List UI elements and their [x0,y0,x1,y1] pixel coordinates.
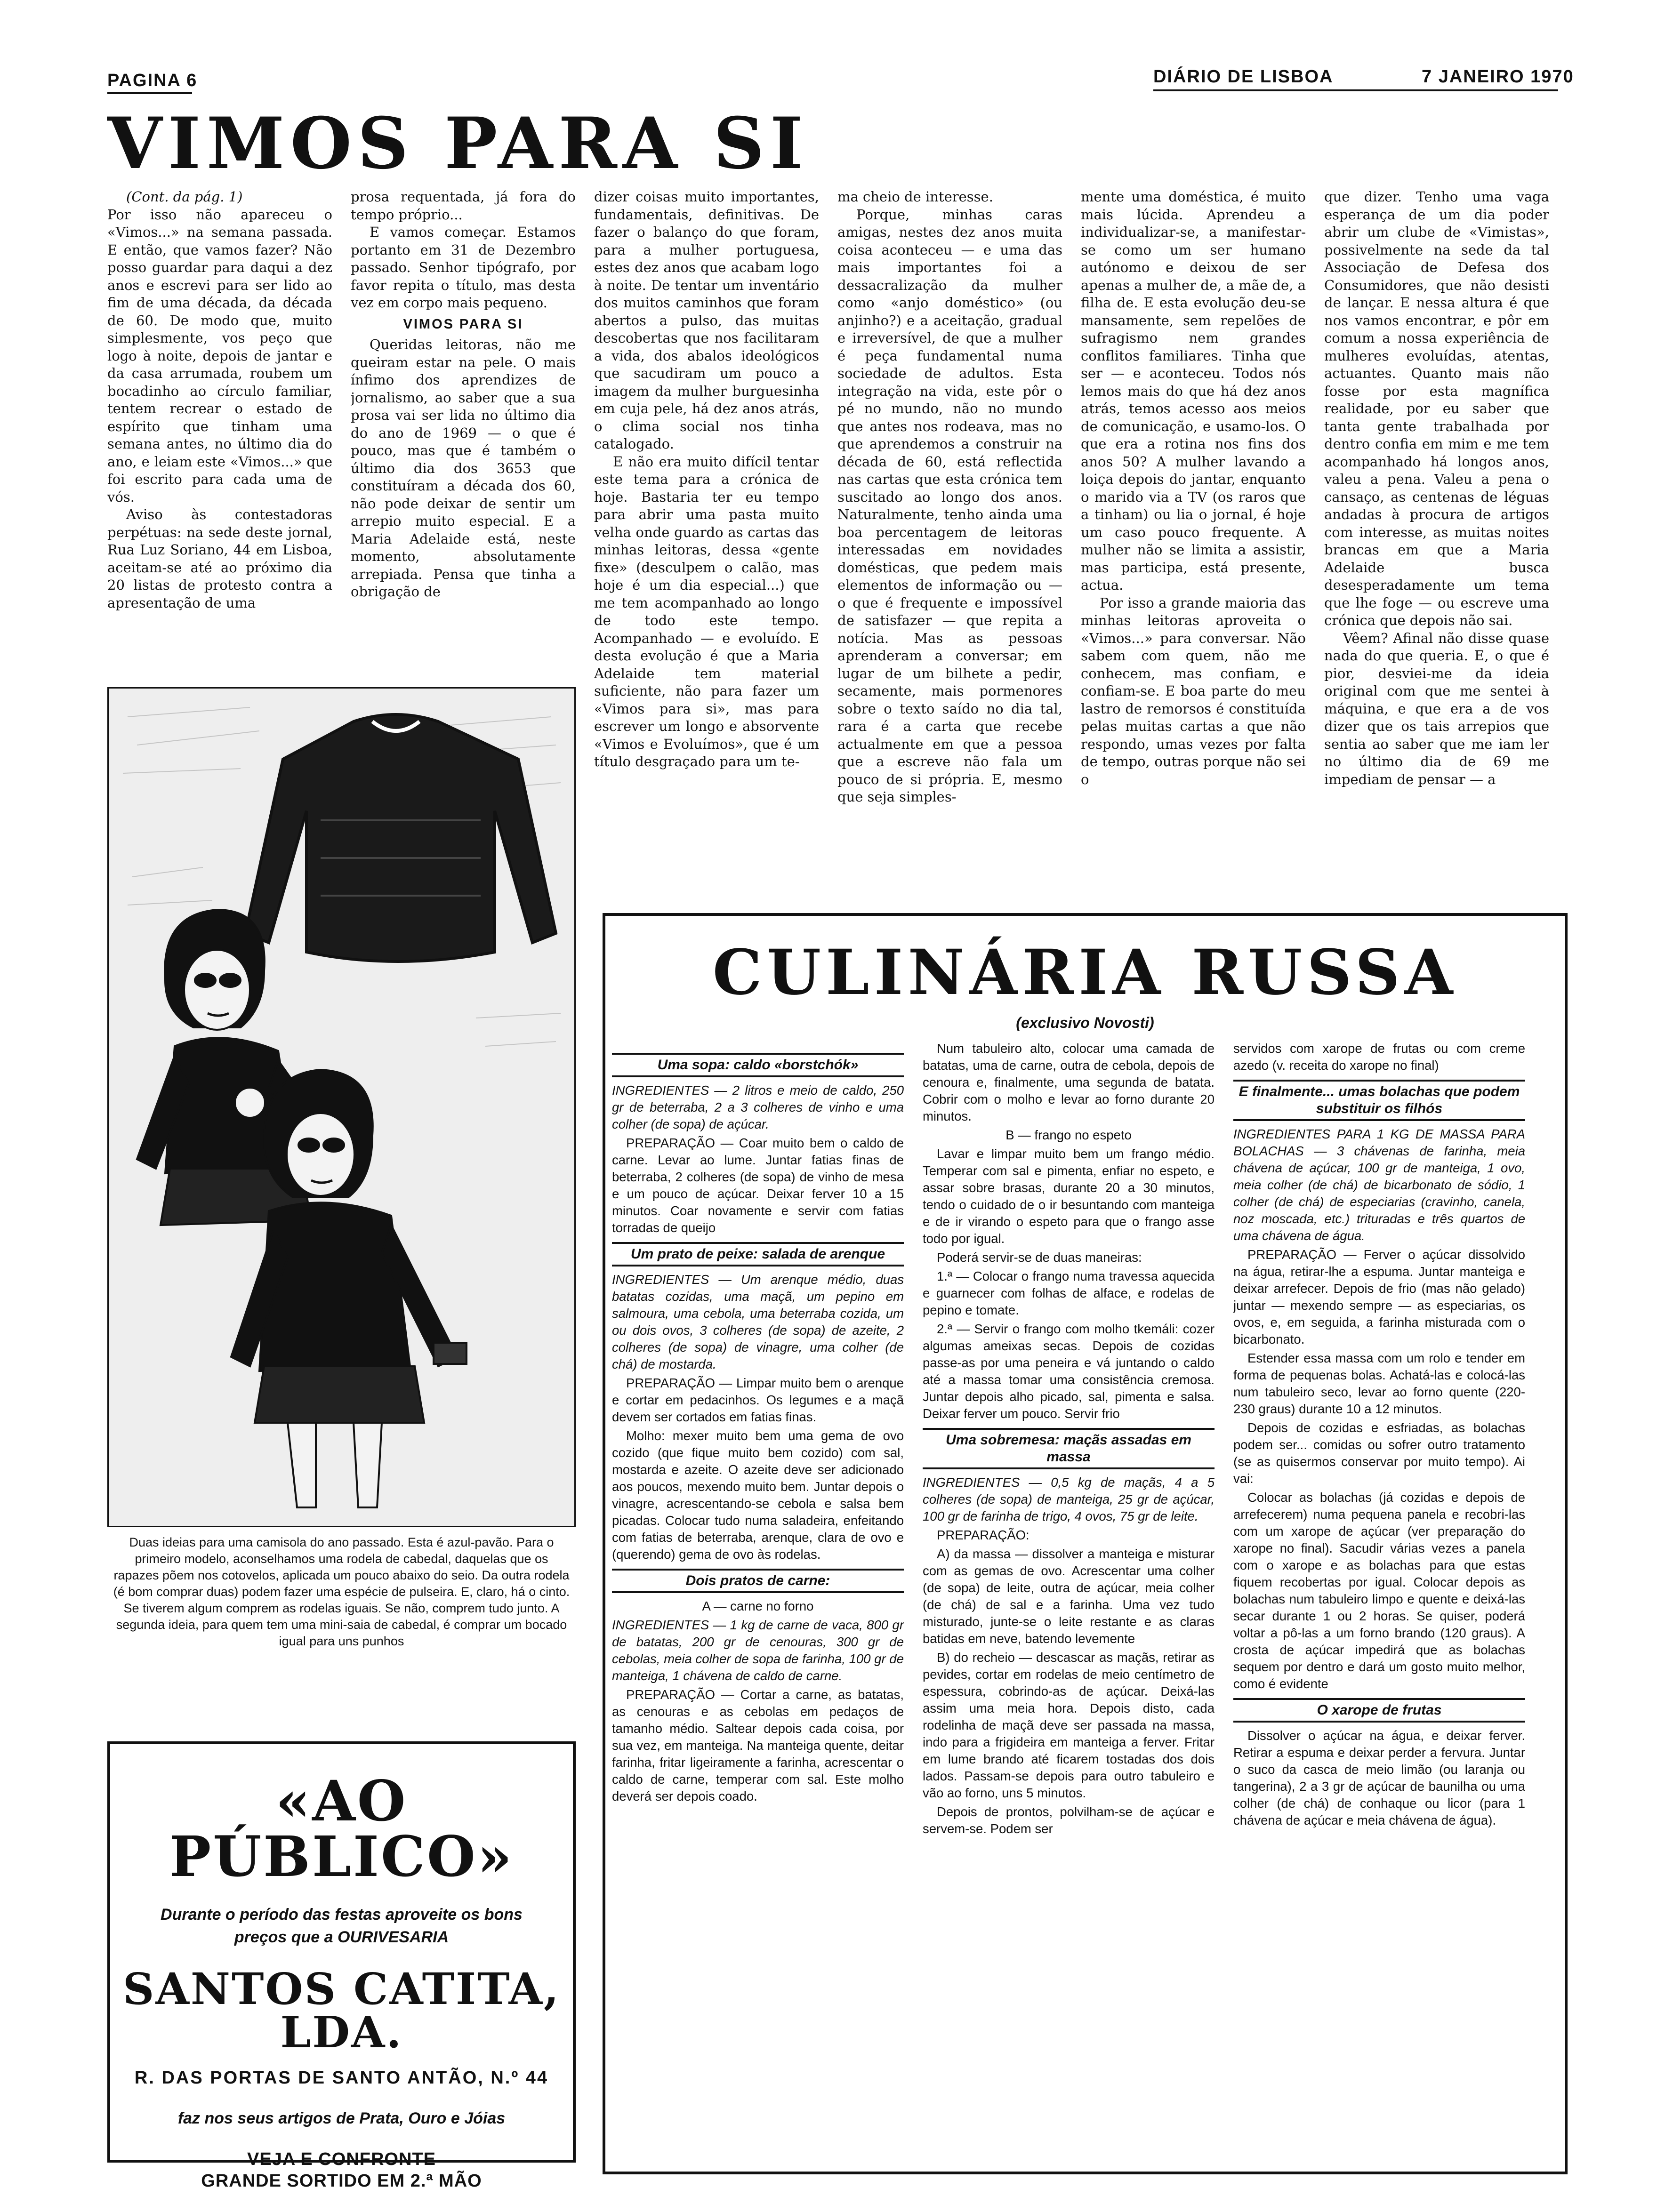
issue-date: 7 JANEIRO 1970 [1422,67,1574,87]
recipe-paragraph: PREPARAÇÃO — Coar muito bem o caldo de carne. Levar ao lume. Juntar fatias finas de beterraba, 2 colheres (de sopa) de vinho de mesa e um pouco de açúcar. Deixar ferver 10 a 15 minutos. Coar novamente e servir com fatias torradas de queijo [612,1136,904,1235]
newspaper-name: DIÁRIO DE LISBOA [1153,67,1334,87]
recipe-column-1 [612,1047,904,2167]
recipe-heading: Dois pratos de carne: [612,1569,904,1593]
recipe-ingredients: INGREDIENTES PARA 1 KG DE MASSA PARA BOLACHAS — 3 chávenas de farinha, meia chávena de açúcar, 100 gr de manteiga, 1 ovo, meia colher (de chá) de bicarbonato de sódio, 1 colher (de chá) de especiarias (cravinho, canela, noz moscada, etc.) trituradas e três quartos de uma chávena de água. [1233,1127,1525,1243]
ad-line-4: VEJA E CONFRONTE [247,2149,436,2169]
ad-line-5: GRANDE SORTIDO EM 2.ª MÃO [201,2171,482,2191]
page-number-underline [107,92,192,94]
article-paragraph: ma cheio de interesse. [837,189,993,205]
article-paragraph: Aviso às contestadoras perpétuas: na sede deste jornal, Rua Luz Soriano, 44 em Lisboa, aceitam-se até ao próximo dia 20 listas de protesto contra a apresentação de uma [107,506,332,611]
recipe-paragraph: PREPARAÇÃO: [937,1528,1030,1542]
article-paragraph: Porque, minhas caras amigas, nestes dez anos muita coisa aconteceu — e uma das mais importantes foi a dessacralização da mulher como «anjo doméstico» (ou anjinho?) e a aceitação, gradual e irreversível, de que a mulher é peça fundamental numa sociedade de adultos. Esta integração na vida, este pôr o pé no mundo, não no mundo que antes nos rodeava, mas no que aprendemos a construir na década de 60, está reflectida nas cartas que esta crónica tem suscitado ao longo dos anos. Naturalmente, tenho ainda uma boa percentagem de leitoras interessadas em novidades domésticas, que pedem mais elementos de informação ou — o que é frequente e impossível de satisfazer — que repita a notícia. Mas as pessoas aprenderam a conversar; em lugar de um bilhete a pedir, secamente, mais pormenores sobre o texto saído no dia tal, rara é a carta que recebe actualmente em que a pessoa que a escreve não fala um pouco de si própria. E, mesmo que seja simples- [837,206,1062,805]
recipe-paragraph: Dissolver o açúcar na água, e deixar ferver. Retirar a espuma e deixar perder a fervura. Juntar o suco da casca de meio limão (ou laranja ou tangerina), 2 a 3 gr de açúcar de baunilha ou uma colher (de chá) de conhaque ou licor (para 1 chávena de açúcar e meia chávena de água). [1233,1728,1525,1827]
recipe-paragraph: Colocar as bolachas (já cozidas e depois de arrefecerem) numa pequena panela e recobri-las com um xarope de açúcar (ver preparação do xarope no final). Sacudir várias vezes a panela com o xarope e as bolachas para que estas fiquem recobertas por igual. Colocar depois as bolachas num tabuleiro limpo e quente e deixá-las secar durante 1 ou 2 horas. Se quiser, poderá voltar a pô-las a um forno brando (120 graus). A crosta de açúcar impedirá que as bolachas sequem por dentro e dará um gosto muito melhor, como é evidente [1233,1490,1525,1691]
article-paragraph: E vamos começar. Estamos portanto em 31 de Dezembro passado. Senhor tipógrafo, por favor repita o título, mas desta vez em corpo mais pequeno. [351,224,576,311]
recipe-paragraph: PREPARAÇÃO — Cortar a carne, as batatas, as cenouras e as cebolas em pedaços de tamanho médio. Saltear depois cada coisa, por sua vez, em manteiga. Na manteiga quente, deitar farinha, fritar ligeiramente a farinha, acrescentar o caldo de carne, temperar com sal. Este molho deverá ser depois coado. [612,1687,904,1803]
recipe-paragraph: Molho: mexer muito bem uma gema de ovo cozido (que fique muito bem cozido) com sal, mostarda e azeite. O azeite deve ser adicionado aos poucos, mexendo muito bem. Juntar depois o vinagre, acrescentando-se cebola e salsa bem picadas. Colocar tudo numa saladeira, enfeitando com fatias de beterraba, arenque, clara de ovo e (querendo) gema de ovo às rodelas. [612,1428,904,1562]
article-headline: VIMOS PARA SI [107,102,809,185]
recipe-paragraph: PREPARAÇÃO — Limpar muito bem o arenque e cortar em pedacinhos. Os legumes e a maçã devem ser cortados em fatias finas. [612,1376,904,1424]
recipe-paragraph: Estender essa massa com um rolo e tender em forma de pequenas bolas. Achatá-las e colocá-las num tabuleiro seco, levar ao forno quente (220-230 graus) durante 10 a 12 minutos. [1233,1351,1525,1416]
recipe-paragraph: Depois de cozidas e esfriadas, as bolachas podem ser... comidas ou sofrer outro tratamento (se as quisermos conservar por muito tempo). Ai vai: [1233,1420,1525,1486]
article-column-1 [107,188,332,664]
recipe-paragraph: 1.ª — Colocar o frango numa travessa aquecida e guarnecer com folhas de alface, e rodelas de pepino e tomate. [923,1269,1215,1317]
recipe-column-2 [923,1040,1215,2160]
article-column-6 [1324,188,1549,904]
recipe-paragraph: servidos com xarope de frutas ou com creme azedo (v. receita do xarope no final) [1233,1041,1525,1073]
recipe-heading: E finalmente... umas bolachas que podem substituir os filhós [1233,1080,1525,1121]
recipe-heading: O xarope de frutas [1233,1698,1525,1723]
recipe-paragraph: A) da massa — dissolver a manteiga e misturar com as gemas de ovo. Acrescentar uma colher (de sopa) de leite, outra de açúcar, meia colher (de chá) de sal e a farinha. Uma vez tudo misturado, junte-se o leite restante e as claras batidas em neve, batendo levemente [923,1547,1215,1646]
recipe-paragraph: Num tabuleiro alto, colocar uma camada de batatas, uma de carne, outra de cebola, depois de cenoura e, finalmente, uma segunda de batata. Cobrir com o molho e levar ao forno durante 20 minutos. [923,1041,1215,1123]
recipe-heading: Uma sobremesa: maçãs assadas em massa [923,1428,1215,1469]
recipe-paragraph: 2.ª — Servir o frango com molho tkemáli: cozer algumas ameixas secas. Depois de cozidas passe-as por uma peneira e vá juntando o caldo até a massa tomar uma consistência cremosa. Juntar depois alho picado, sal, pimenta e salsa. Deixar ferver um pouco. Servir frio [923,1322,1215,1421]
recipes-title: CULINÁRIA RUSSA [712,936,1458,1009]
article-subheading: VIMOS PARA SI [403,316,523,332]
article-paragraph: Por isso não apareceu o «Vimos...» na semana passada. E então, que vamos fazer? Não posso guardar para daqui a dez anos e escrevi para ser lido ao fim de uma década, da década de 60. De modo que, muito simplesmente, vos peço que logo à noite, depois de jantar e da casa arrumada, roubem um bocadinho ao círculo familiar, tentem recrear o estado de espírito que tinham uma semana antes, no último dia do ano, e leiam este «Vimos...» que foi escrito para cada uma de vós. [107,206,332,505]
fashion-illustration [109,689,574,1526]
ad-line-1: Durante o período das festas aproveite os bons [161,1906,523,1923]
header-rule [1153,89,1558,91]
recipe-subheading: A — carne no forno [702,1599,814,1613]
recipe-subheading: B — frango no espeto [1005,1128,1132,1142]
ad-address: R. DAS PORTAS DE SANTO ANTÃO, N.º 44 [134,2068,549,2088]
article-paragraph: Queridas leitoras, não me queiram estar na pele. O mais ínfimo dos aprendizes de jornalismo, ao saber que a sua prosa vai ser lida no último dia do ano de 1969 — o que é pouco, mas que é também o último dia dos 3653 que constituíram a década dos 60, não pode deixar de sentir um arrepio muito especial. E a Maria Adelaide está, neste momento, absolutamente arrepiada. Pensa que tinha a obrigação de [351,337,576,600]
recipe-heading: Um prato de peixe: salada de arenque [612,1242,904,1266]
page-number: PAGINA 6 [107,71,198,90]
ad-firm-name: SANTOS CATITA, LDA. [123,1964,560,2058]
fashion-illustration-frame [107,687,576,1527]
illustration-caption: Duas ideias para uma camisola do ano passado. Esta é azul-pavão. Para o primeiro modelo, aconselhamos uma rodela de cabedal, daquelas que os rapazes põem nos cotovelos, aplicada um pouco abaixo do seio. Da outra rodela (é bom comprar duas) podem fazer uma espécie de pulseira. E, claro, há o cinto. Se tiverem algum comprem as rodelas iguais. Se não, comprem tudo junto. A segunda ideia, para quem tem uma mini-saia de cabedal, é comprar um bocado igual para uns punhos [113,1535,570,1648]
ad-line-2: preços que a OURIVESARIA [234,1928,449,1946]
recipe-heading: Uma sopa: caldo «borstchók» [612,1053,904,1077]
recipe-paragraph: PREPARAÇÃO — Ferver o açúcar dissolvido na água, retirar-lhe a espuma. Juntar manteiga e deixar arrefecer. Depois de frio (mas não gelado) juntar — mexendo sempre — as especiarias, os ovos, e, em seguida, a farinha misturada com o bicarbonato. [1233,1247,1525,1346]
article-column-5 [1081,188,1306,904]
ad-title: «AO PÚBLICO» [169,1768,514,1889]
recipe-ingredients: INGREDIENTES — Um arenque médio, duas batatas cozidas, uma maçã, um pepino em salmoura, uma cebola, uma beterraba cozida, um ou dois ovos, 3 colheres (de sopa) de azeite, 2 colheres (de sopa) de vinagre, uma colher (de chá) de mostarda. [612,1272,904,1371]
article-paragraph: (Cont. da pág. 1) [126,189,243,205]
article-paragraph: Por isso a grande maioria das minhas leitoras aproveita o «Vimos...» para conversar. Não sabem com quem, não me conhecem, mas confiam, e confiam-se. E boa parte do meu lastro de remorsos é constituída pelas muitas cartas a que não respondo, umas vezes por falta de tempo, outras porque não sei o [1081,594,1306,787]
recipe-ingredients: INGREDIENTES — 0,5 kg de maçãs, 4 a 5 colheres (de sopa) de manteiga, 25 gr de açúcar, 100 gr de farinha de trigo, 4 ovos, 75 gr de leite. [923,1475,1215,1523]
article-paragraph: que dizer. Tenho uma vaga esperança de um dia poder abrir um clube de «Vimistas», possivelmente na sede da tal Associação de Defesa dos Consumidores, que não desisti de lançar. E nessa altura é que nos vamos encontrar, e pôr em comum a nossa experiência de mulheres evoluídas, atentas, actuantes. Quanto mais não fosse por esta magnífica realidade, por eu saber que tanta gente trabalhada por dentro confia em mim e me tem acompanhado há longos anos, valeu a pena. Valeu a pena o cansaço, as centenas de léguas andadas à procura de artigos com interesse, as muitas noites brancas em que a Maria Adelaide busca desesperadamente um tema que lhe foge — ou escreve uma crónica que depois não sai. [1324,189,1549,628]
advertisement-box [107,1741,576,2191]
article-paragraph: E não era muito difícil tentar este tema para a crónica de hoje. Bastaria ter eu tempo para abrir uma pasta muito velha onde guardo as cartas das minhas leitoras, dessa «gente fixe» (desculpem o calão, mas hoje é um dia especial...) que me tem acompanhado ao longo de todo este tempo. Acompanhado — e evoluído. E desta evolução é que a Maria Adelaide tem material suficiente, não para fazer um «Vimos para si», mas para escrever um longo e absorvente «Vimos e Evoluímos», que é um título desgraçado para um te- [594,453,819,769]
article-paragraph: Vêem? Afinal não disse quase nada do que queria. E, o que é pior, desviei-me da ideia original com que me sentei à máquina, e que era a de vos dizer que os tais arrepios que sentia ao saber que me iam ler no último dia de 69 me impediam de pensar — a [1324,630,1549,787]
article-column-4 [837,188,1062,904]
article-column-2 [351,188,576,664]
recipe-ingredients: INGREDIENTES — 2 litros e meio de caldo, 250 gr de beterraba, 2 a 3 colheres de vinho e uma colher (de sopa) de açúcar. [612,1083,904,1131]
recipe-ingredients: INGREDIENTES — 1 kg de carne de vaca, 800 gr de batatas, 200 gr de cenouras, 300 gr de cebolas, meia colher de sopa de farinha, 100 gr de manteiga, 1 chávena de caldo de carne. [612,1618,904,1683]
article-paragraph: prosa requentada, já fora do tempo próprio... [351,189,576,223]
ad-line-3: faz nos seus artigos de Prata, Ouro e Jóias [177,2109,506,2127]
article-paragraph: dizer coisas muito importantes, fundamentais, definitivas. De fazer o balanço do que foram, para a mulher portuguesa, estes dez anos que acabam logo à noite. De tentar um inventário dos muitos caminhos que foram abertos a pulso, das muitas descobertas que nos facilitaram a vida, dos abalos ideológicos que sacudiram um pouco a imagem da mulher burguesinha em cuja pele, há dez anos atrás, o clima social nos tinha catalogado. [594,189,819,452]
recipe-paragraph: Poderá servir-se de duas maneiras: [937,1250,1142,1265]
recipe-column-3 [1233,1040,1525,2160]
article-paragraph: mente uma doméstica, é muito mais lúcida. Aprendeu a individualizar-se, a manifestar-se como um ser humano autónomo e deixou de ser apenas a mulher de, a mãe de, a filha de. E esta evolução deu-se mansamente, sem repelões de sufragismo nem grandes conflitos familiares. Tinha que ser — e aconteceu. Todos nós lemos mais do que há dez anos atrás, temos acesso aos meios de comunicação, e usamo-los. O que era a rotina nos fins dos anos 50? A mulher lavando a loiça depois do jantar, enquanto o marido via a TV (os raros que a tinham) ou lia o jornal, é hoje um caso pouco frequente. A mulher não se limita a assistir, mas participa, está presente, actua. [1081,189,1306,593]
recipes-subtitle: (exclusivo Novosti) [1016,1014,1154,1031]
recipe-paragraph: Lavar e limpar muito bem um frango médio. Temperar com sal e pimenta, enfiar no espeto, e assar sobre brasas, durante 20 a 30 minutos, tendo o cuidado de o ir besuntando com manteiga e de ir virando o espeto para que o frango asse todo por igual. [923,1146,1215,1246]
article-column-3 [594,188,819,904]
recipe-paragraph: Depois de prontos, polvilham-se de açúcar e servem-se. Podem ser [923,1804,1215,1836]
recipe-paragraph: B) do recheio — descascar as maçãs, retirar as pevides, cortar em rodelas de meio centímetro de espessura, cobrindo-as de açúcar. Deixá-las assim uma meia hora. Depois disto, cada rodelinha de maçã deve ser passada na massa, indo para a frigideira em manteiga a ferver. Fritar em lume brando até ficarem tostadas dos dois lados. Passam-se depois para outro tabuleiro e vão ao forno, uns 5 minutos. [923,1650,1215,1800]
